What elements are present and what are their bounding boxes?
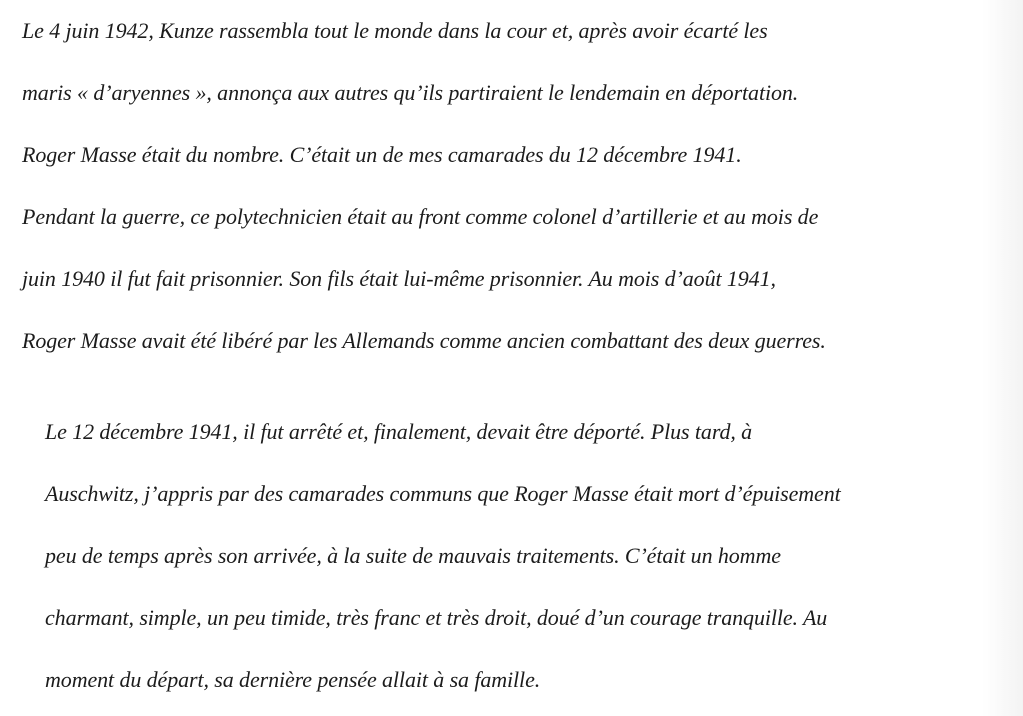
paragraph-1-line: Roger Masse était du nombre. C’était un de mes camarades du 12 décembre 1941.	[22, 142, 742, 167]
paragraph-1	[22, 0, 826, 372]
paragraph-2-line: moment du départ, sa dernière pensée allait à sa famille.	[45, 667, 541, 692]
paragraph-1-line: Le 4 juin 1942, Kunze rassembla tout le monde dans la cour et, après avoir écarté les	[22, 18, 768, 43]
paragraph-2-line: charmant, simple, un peu timide, très franc et très droit, doué d’un courage tranquille. Au	[45, 605, 828, 630]
paragraph-2	[45, 401, 841, 711]
paragraph-1-line: Roger Masse avait été libéré par les Allemands comme ancien combattant des deux guerres.	[22, 328, 826, 353]
paragraph-1-line: juin 1940 il fut fait prisonnier. Son fils était lui-même prisonnier. Au mois d’août 1941,	[22, 266, 776, 291]
paragraph-2-line: peu de temps après son arrivée, à la suite de mauvais traitements. C’était un homme	[45, 543, 781, 568]
paragraph-1-line: maris « d’aryennes », annonça aux autres qu’ils partiraient le lendemain en déportation.	[22, 80, 799, 105]
paragraph-1-line: Pendant la guerre, ce polytechnicien était au front comme colonel d’artillerie et au mois de	[22, 204, 819, 229]
paragraph-2-line: Le 12 décembre 1941, il fut arrêté et, finalement, devait être déporté. Plus tard, à	[45, 419, 753, 444]
paragraph-2-line: Auschwitz, j’appris par des camarades communs que Roger Masse était mort d’épuisement	[45, 481, 841, 506]
